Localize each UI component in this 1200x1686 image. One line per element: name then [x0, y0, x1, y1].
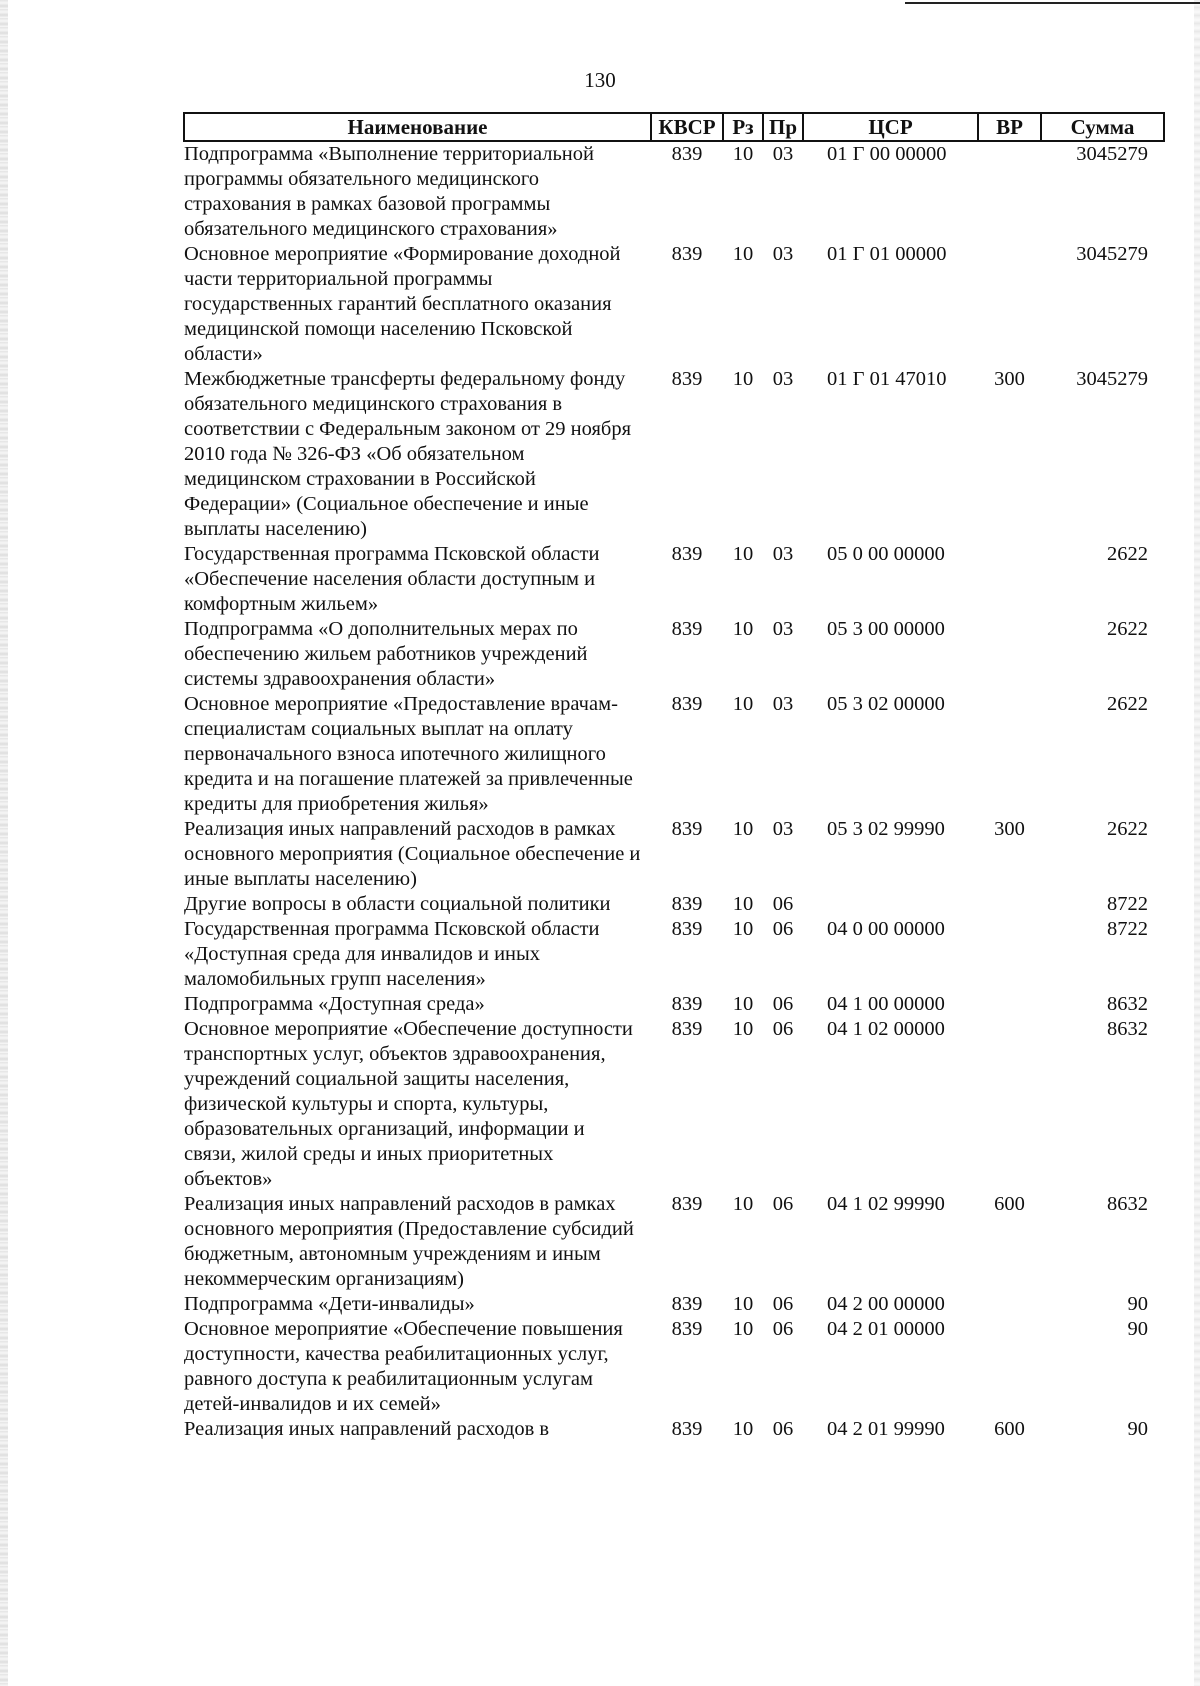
row-sum: 90	[1127, 1418, 1148, 1440]
table-row	[184, 617, 1164, 692]
row-csr: 04 0 00 00000	[827, 918, 945, 940]
row-vr	[978, 917, 1041, 992]
row-vr: 600	[994, 1418, 1025, 1440]
row-sum: 8632	[1107, 1193, 1148, 1215]
table-row	[184, 892, 1164, 917]
row-pr: 06	[772, 1418, 794, 1440]
row-vr	[978, 242, 1041, 367]
header-kvsr: КВСР	[651, 113, 723, 141]
row-rz: 10	[732, 818, 754, 840]
row-kvsr: 839	[671, 918, 703, 940]
row-pr: 06	[772, 1018, 794, 1040]
row-name: Основное мероприятие «Обеспечение доступности транспортных услуг, объектов здравоохранения, учреждений социальной защиты населения, физической культуры и спорта, культуры, образовательных организаций, информации и связи, жилой среды и иных приоритетных объектов»	[184, 1018, 633, 1190]
row-pr: 03	[772, 143, 794, 165]
row-sum: 8722	[1107, 918, 1148, 940]
table-row	[184, 1417, 1164, 1442]
row-rz: 10	[732, 618, 754, 640]
row-name: Государственная программа Псковской области «Доступная среда для инвалидов и иных маломобильных групп населения»	[184, 918, 600, 990]
row-pr: 06	[772, 893, 794, 915]
table-row	[184, 367, 1164, 542]
header-name: Наименование	[184, 113, 651, 141]
row-name: Межбюджетные трансферты федеральному фонду обязательного медицинского страхования в соответствии с Федеральным законом от 29 ноября 2010 года № 326-ФЗ «Об обязательном медицинском страховании в Российской Федерации» (Социальное обеспечение и иные выплаты населению)	[184, 368, 632, 540]
row-name: Реализация иных направлений расходов в	[184, 1418, 550, 1440]
row-rz: 10	[732, 543, 754, 565]
table-row	[184, 1317, 1164, 1417]
row-vr	[978, 692, 1041, 817]
header-sum: Сумма	[1041, 113, 1164, 141]
row-vr	[978, 141, 1041, 242]
row-rz: 10	[732, 243, 754, 265]
row-csr: 05 0 00 00000	[827, 543, 945, 565]
row-sum: 8632	[1107, 1018, 1148, 1040]
row-kvsr: 839	[671, 368, 703, 390]
row-csr: 04 1 02 00000	[827, 1018, 945, 1040]
row-name: Подпрограмма «Доступная среда»	[184, 993, 485, 1015]
table-row	[184, 992, 1164, 1017]
row-pr: 06	[772, 918, 794, 940]
row-csr: 04 2 00 00000	[827, 1293, 945, 1315]
row-kvsr: 839	[671, 818, 703, 840]
row-sum: 8722	[1107, 893, 1148, 915]
header-csr: ЦСР	[803, 113, 978, 141]
row-sum: 2622	[1107, 618, 1148, 640]
table-row	[184, 817, 1164, 892]
row-name: Основное мероприятие «Обеспечение повышения доступности, качества реабилитационных услуг, равного доступа к реабилитационным услугам детей-инвалидов и их семей»	[184, 1318, 623, 1415]
row-csr: 05 3 00 00000	[827, 618, 945, 640]
row-name: Подпрограмма «Дети-инвалиды»	[184, 1293, 475, 1315]
row-name: Подпрограмма «О дополнительных мерах по обеспечению жильем работников учреждений системы здравоохранения области»	[184, 618, 588, 690]
scan-top-line	[905, 2, 1200, 4]
row-name: Государственная программа Псковской области «Обеспечение населения области доступным и комфортным жильем»	[184, 543, 600, 615]
row-pr: 06	[772, 1193, 794, 1215]
row-rz: 10	[732, 993, 754, 1015]
row-kvsr: 839	[671, 1318, 703, 1340]
row-rz: 10	[732, 1193, 754, 1215]
row-kvsr: 839	[671, 243, 703, 265]
row-vr	[978, 542, 1041, 617]
row-vr: 300	[994, 368, 1025, 390]
row-kvsr: 839	[671, 1418, 703, 1440]
row-kvsr: 839	[671, 693, 703, 715]
row-sum: 90	[1127, 1318, 1148, 1340]
row-name: Основное мероприятие «Формирование доходной части территориальной программы государственных гарантий бесплатного оказания медицинской помощи населению Псковской области»	[184, 243, 621, 365]
table-header	[184, 113, 1164, 141]
row-rz: 10	[732, 143, 754, 165]
scan-edge-right	[1194, 0, 1200, 1686]
row-csr: 04 2 01 00000	[827, 1318, 945, 1340]
row-rz: 10	[732, 1418, 754, 1440]
row-kvsr: 839	[671, 993, 703, 1015]
row-rz: 10	[732, 1318, 754, 1340]
row-name: Реализация иных направлений расходов в рамках основного мероприятия (Предоставление субсидий бюджетным, автономным учреждениям и иным некоммерческим организациям)	[184, 1193, 634, 1290]
row-csr	[803, 892, 978, 917]
row-vr	[978, 617, 1041, 692]
table-row	[184, 917, 1164, 992]
row-vr	[978, 892, 1041, 917]
table-row	[184, 141, 1164, 242]
row-csr: 01 Г 01 00000	[827, 243, 947, 265]
row-kvsr: 839	[671, 543, 703, 565]
row-kvsr: 839	[671, 1193, 703, 1215]
row-csr: 04 1 02 99990	[827, 1193, 945, 1215]
budget-table	[183, 112, 1165, 1442]
row-vr	[978, 1292, 1041, 1317]
row-sum: 2622	[1107, 693, 1148, 715]
row-pr: 03	[772, 618, 794, 640]
row-rz: 10	[732, 918, 754, 940]
row-rz: 10	[732, 368, 754, 390]
row-rz: 10	[732, 693, 754, 715]
header-pr: Пр	[763, 113, 803, 141]
row-rz: 10	[732, 1293, 754, 1315]
budget-table-container	[183, 112, 1163, 1442]
row-sum: 2622	[1107, 818, 1148, 840]
row-vr: 300	[994, 818, 1025, 840]
row-vr: 600	[994, 1193, 1025, 1215]
row-csr: 04 2 01 99990	[827, 1418, 945, 1440]
row-kvsr: 839	[671, 143, 703, 165]
row-name: Другие вопросы в области социальной политики	[184, 893, 611, 915]
row-sum: 3045279	[1076, 143, 1148, 165]
row-name: Подпрограмма «Выполнение территориальной программы обязательного медицинского страхования в рамках базовой программы обязательного медицинского страхования»	[184, 143, 594, 240]
row-csr: 01 Г 00 00000	[827, 143, 947, 165]
row-csr: 05 3 02 99990	[827, 818, 945, 840]
row-pr: 06	[772, 1293, 794, 1315]
header-rz: Рз	[723, 113, 763, 141]
row-vr	[978, 1317, 1041, 1417]
page-number: 130	[584, 68, 616, 92]
row-sum: 2622	[1107, 543, 1148, 565]
row-name: Реализация иных направлений расходов в рамках основного мероприятия (Социальное обеспечение и иные выплаты населению)	[184, 818, 641, 890]
row-kvsr: 839	[671, 618, 703, 640]
table-row	[184, 542, 1164, 617]
table-row	[184, 1192, 1164, 1292]
row-csr: 04 1 00 00000	[827, 993, 945, 1015]
row-sum: 3045279	[1076, 243, 1148, 265]
table-row	[184, 1017, 1164, 1192]
table-body	[184, 141, 1164, 1442]
row-vr	[978, 992, 1041, 1017]
row-kvsr: 839	[671, 1293, 703, 1315]
row-pr: 03	[772, 543, 794, 565]
row-sum: 90	[1127, 1293, 1148, 1315]
row-pr: 03	[772, 818, 794, 840]
row-sum: 3045279	[1076, 368, 1148, 390]
table-row	[184, 692, 1164, 817]
row-pr: 03	[772, 693, 794, 715]
table-row	[184, 242, 1164, 367]
row-kvsr: 839	[671, 893, 703, 915]
row-rz: 10	[732, 893, 754, 915]
row-pr: 06	[772, 993, 794, 1015]
row-pr: 03	[772, 243, 794, 265]
header-row	[184, 113, 1164, 141]
row-pr: 06	[772, 1318, 794, 1340]
row-pr: 03	[772, 368, 794, 390]
row-name: Основное мероприятие «Предоставление врачам-специалистам социальных выплат на оплату первоначального взноса ипотечного жилищного кредита и на погашение платежей за привлеченные кредиты для приобретения жилья»	[184, 693, 633, 815]
header-vr: ВР	[978, 113, 1041, 141]
scan-edge-left	[0, 0, 8, 1686]
row-kvsr: 839	[671, 1018, 703, 1040]
table-row	[184, 1292, 1164, 1317]
row-csr: 05 3 02 00000	[827, 693, 945, 715]
row-rz: 10	[732, 1018, 754, 1040]
row-csr: 01 Г 01 47010	[827, 368, 947, 390]
row-vr	[978, 1017, 1041, 1192]
row-sum: 8632	[1107, 993, 1148, 1015]
